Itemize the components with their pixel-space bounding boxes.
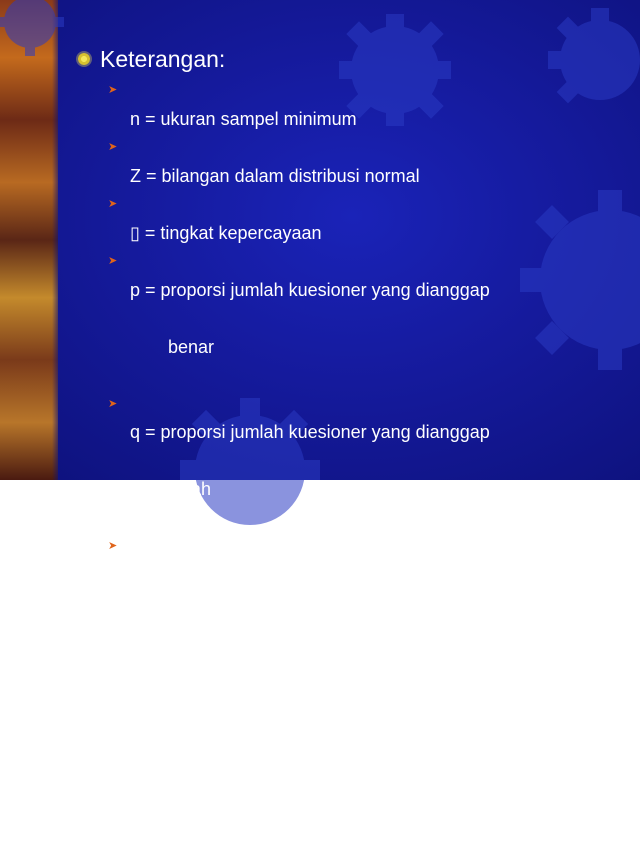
item-line-continuation: penelitian [168, 792, 246, 813]
slide-heading [78, 44, 618, 74]
arrow-bullet-icon: ➤ [108, 540, 118, 552]
item-line: ▯ = tingkat kepercayaan [130, 222, 322, 243]
arrow-bullet-icon: ➤ [108, 255, 118, 267]
item-line-continuation: kepercayaan yang digunakan dalam [168, 735, 458, 756]
item-line-continuation: salah [168, 479, 212, 499]
arrow-bullet-icon: ➤ [108, 141, 118, 153]
list-item [108, 190, 618, 247]
slide-content [78, 44, 618, 846]
gear-bullet-icon [78, 53, 90, 65]
arrow-bullet-icon: ➤ [108, 84, 118, 96]
gear-top-left-icon [0, 0, 64, 56]
list-item [108, 133, 618, 190]
item-line: q = proporsi jumlah kuesioner yang dianggap [130, 422, 490, 442]
list-item [108, 390, 618, 533]
list-item [108, 532, 618, 846]
item-line-continuation: yang dapat diterima untuk tingkat [168, 678, 434, 699]
heading-text: Keterangan: [100, 46, 226, 72]
item-line-continuation: proporsi sampel dengan proporsi populasi [168, 621, 504, 642]
item-line: Z = bilangan dalam distribusi normal [130, 165, 420, 186]
definition-list [78, 76, 618, 846]
item-line: n = ukuran sampel minimum [130, 108, 357, 129]
list-item [108, 76, 618, 133]
item-line-continuation: benar [168, 336, 215, 357]
arrow-bullet-icon: ➤ [108, 397, 118, 410]
item-line: e = error atau perbedaan maksimum antara [130, 564, 478, 585]
arrow-bullet-icon: ➤ [108, 198, 118, 210]
item-line: p = proporsi jumlah kuesioner yang dianggap [130, 279, 490, 300]
list-item [108, 247, 618, 390]
